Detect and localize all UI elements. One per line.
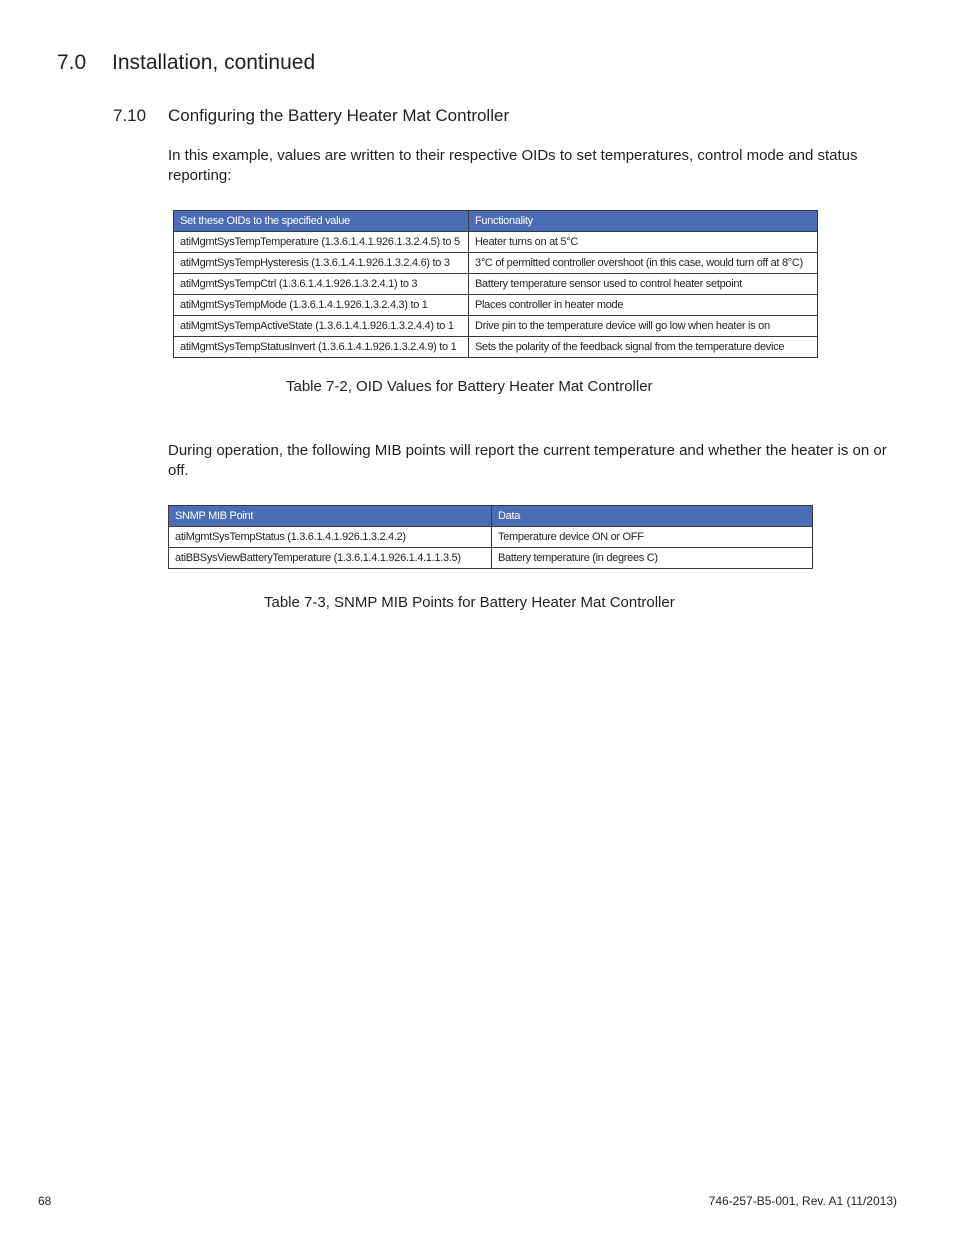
table-cell: 3°C of permitted controller overshoot (in this case, would turn off at 8°C) xyxy=(469,253,818,274)
table-row xyxy=(174,316,818,337)
page-number: 68 xyxy=(38,1194,52,1208)
table-cell: Drive pin to the temperature device will go low when heater is on xyxy=(469,316,818,337)
table-cell: Sets the polarity of the feedback signal from the temperature device xyxy=(469,337,818,358)
table-cell: Battery temperature sensor used to control heater setpoint xyxy=(469,274,818,295)
table-cell: Places controller in heater mode xyxy=(469,295,818,316)
table-header-cell: Data xyxy=(492,506,813,527)
section-title: Installation, continued xyxy=(112,51,316,74)
subsection-title: Configuring the Battery Heater Mat Controller xyxy=(168,106,510,125)
table-caption: Table 7-2, OID Values for Battery Heater Mat Controller xyxy=(286,378,653,395)
intro-paragraph: In this example, values are written to their respective OIDs to set temperatures, control mode and status reporting: xyxy=(168,147,858,184)
table-cell: atiMgmtSysTempActiveState (1.3.6.1.4.1.926.1.3.2.4.4) to 1 xyxy=(174,316,469,337)
subsection-heading xyxy=(113,106,509,126)
table-cell: atiMgmtSysTempTemperature (1.3.6.1.4.1.926.1.3.2.4.5) to 5 xyxy=(174,232,469,253)
table-header-cell: Set these OIDs to the specified value xyxy=(174,211,469,232)
subsection-number: 7.10 xyxy=(113,106,147,125)
snmp-mib-points-table xyxy=(168,505,813,569)
table-row xyxy=(174,337,818,358)
table-row xyxy=(169,548,813,569)
oid-values-table xyxy=(173,210,818,358)
table-header-row xyxy=(174,211,818,232)
operation-paragraph: During operation, the following MIB points will report the current temperature and whether the heater is on or off. xyxy=(168,442,887,479)
table-cell: atiMgmtSysTempHysteresis (1.3.6.1.4.1.926.1.3.2.4.6) to 3 xyxy=(174,253,469,274)
table-cell: Heater turns on at 5°C xyxy=(469,232,818,253)
table-header-cell: SNMP MIB Point xyxy=(169,506,492,527)
table-header-cell: Functionality xyxy=(469,211,818,232)
table-header-row xyxy=(169,506,813,527)
table-cell: atiMgmtSysTempMode (1.3.6.1.4.1.926.1.3.2.4.3) to 1 xyxy=(174,295,469,316)
table-row xyxy=(174,253,818,274)
table-row xyxy=(174,295,818,316)
document-id: 746-257-B5-001, Rev. A1 (11/2013) xyxy=(708,1194,897,1208)
table-caption: Table 7-3, SNMP MIB Points for Battery Heater Mat Controller xyxy=(264,594,675,611)
table-cell: atiBBSysViewBatteryTemperature (1.3.6.1.4.1.926.1.4.1.1.3.5) xyxy=(169,548,492,569)
table-cell: atiMgmtSysTempStatusInvert (1.3.6.1.4.1.926.1.3.2.4.9) to 1 xyxy=(174,337,469,358)
section-heading xyxy=(57,51,315,75)
table-cell: Temperature device ON or OFF xyxy=(492,527,813,548)
table-row xyxy=(174,274,818,295)
section-number: 7.0 xyxy=(57,51,87,74)
table-row xyxy=(174,232,818,253)
table-cell: atiMgmtSysTempStatus (1.3.6.1.4.1.926.1.3.2.4.2) xyxy=(169,527,492,548)
table-cell: atiMgmtSysTempCtrl (1.3.6.1.4.1.926.1.3.2.4.1) to 3 xyxy=(174,274,469,295)
table-row xyxy=(169,527,813,548)
table-cell: Battery temperature (in degrees C) xyxy=(492,548,813,569)
